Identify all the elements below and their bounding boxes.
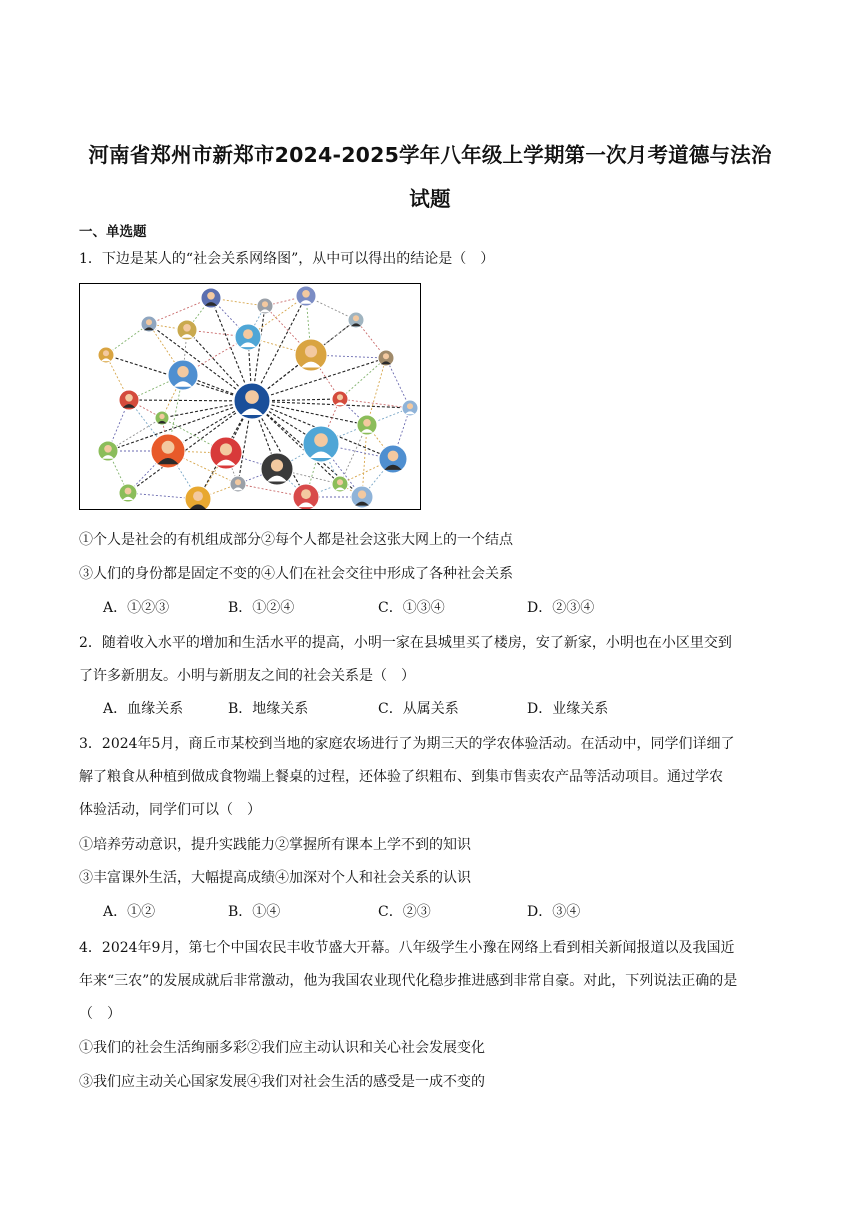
q1-option-c[interactable]: C．①③④ <box>378 600 445 616</box>
person-head <box>103 350 109 356</box>
q4-statement-2: ③我们应主动关心国家发展④我们对社会生活的感受是一成不变的 <box>79 1074 485 1090</box>
q3-stem-line1: 3．2024年5月，商丘市某校到当地的家庭农场进行了为期三天的学农体验活动。在活动中，同学们详细了 <box>79 736 735 752</box>
q2-option-a[interactable]: A．血缘关系 <box>103 701 184 717</box>
q2-stem-line1: 2．随着收入水平的增加和生活水平的提高，小明一家在县城里买了楼房，安了新家，小明也在小区里交到 <box>79 635 732 651</box>
person-head <box>207 292 215 300</box>
q3-statement-2: ③丰富课外生活，大幅提高成绩④加深对个人和社会关系的认识 <box>79 870 471 886</box>
person-head <box>363 419 371 427</box>
person-head <box>183 324 191 332</box>
person-head <box>388 451 399 462</box>
person-head <box>407 403 413 409</box>
person-head <box>305 345 317 357</box>
person-head <box>220 443 232 455</box>
person-head <box>314 433 328 447</box>
q2-option-d[interactable]: D．业缘关系 <box>527 701 609 717</box>
q4-stem-line3: （ ） <box>79 1006 121 1022</box>
person-head <box>159 414 164 419</box>
q4-stem-line2: 年来“三农”的发展成就后非常激动，他为我国农业现代化稳步推进感到非常自豪。对此，下列说法正确的是 <box>79 973 738 989</box>
person-head <box>162 441 175 454</box>
person-head <box>235 479 241 485</box>
exam-title-line2: 试题 <box>409 187 451 211</box>
person-head <box>302 290 310 298</box>
person-head <box>125 394 133 402</box>
q2-options <box>103 698 803 718</box>
person-head <box>177 366 188 377</box>
q1-statement-1: ①个人是社会的有机组成部分②每个人都是社会这张大网上的一个结点 <box>79 532 513 548</box>
q1-statement-2: ③人们的身份都是固定不变的④人们在社会交往中形成了各种社会关系 <box>79 566 513 582</box>
person-head <box>262 301 268 307</box>
q3-option-d[interactable]: D．③④ <box>527 904 581 920</box>
person-head <box>337 394 343 400</box>
q4-stem-line1: 4．2024年9月，第七个中国农民丰收节盛大开幕。八年级学生小豫在网络上看到相关新闻报道以及我国近 <box>79 940 735 956</box>
q1-stem: 1．下边是某人的“社会关系网络图”，从中可以得出的结论是（ ） <box>79 251 495 267</box>
person-head <box>337 479 343 485</box>
person-head <box>358 490 366 498</box>
person-head <box>271 459 283 471</box>
network-link <box>340 399 410 408</box>
exam-title-line1: 河南省郑州市新郑市2024-2025学年八年级上学期第一次月考道德与法治 <box>88 143 772 167</box>
q3-options <box>103 901 803 921</box>
person-head <box>245 390 259 404</box>
q4-statement-1: ①我们的社会生活绚丽多彩②我们应主动认识和关心社会发展变化 <box>79 1040 485 1056</box>
network-link <box>340 358 386 399</box>
person-head <box>383 353 389 359</box>
person-head <box>104 445 112 453</box>
section-heading: 一、单选题 <box>79 224 147 240</box>
person-head <box>243 329 253 339</box>
person-head <box>146 319 152 325</box>
q3-option-b[interactable]: B．①④ <box>228 904 281 920</box>
network-link <box>252 401 410 408</box>
q2-option-b[interactable]: B．地缘关系 <box>228 701 309 717</box>
q3-stem-line2: 解了粮食从种植到做成食物端上餐桌的过程，还体验了织粗布、到集市售卖农产品等活动项目。通过学农 <box>79 769 723 785</box>
person-head <box>193 491 203 501</box>
q1-option-d[interactable]: D．②③④ <box>527 600 595 616</box>
person-head <box>353 315 359 321</box>
q1-option-a[interactable]: A．①②③ <box>103 600 170 616</box>
person-head <box>301 489 311 499</box>
q1-options <box>103 597 803 617</box>
person-head <box>125 488 132 495</box>
q1-option-b[interactable]: B．①②④ <box>228 600 295 616</box>
social-network-diagram <box>80 284 420 509</box>
social-network-figure <box>79 283 421 510</box>
q2-stem-line2: 了许多新朋友。小明与新朋友之间的社会关系是（ ） <box>79 668 415 684</box>
q3-option-c[interactable]: C．②③ <box>378 904 431 920</box>
q3-statement-1: ①培养劳动意识，提升实践能力②掌握所有课本上学不到的知识 <box>79 837 471 853</box>
q2-option-c[interactable]: C．从属关系 <box>378 701 459 717</box>
q3-option-a[interactable]: A．①② <box>103 904 156 920</box>
q3-stem-line3: 体验活动，同学们可以（ ） <box>79 802 261 818</box>
